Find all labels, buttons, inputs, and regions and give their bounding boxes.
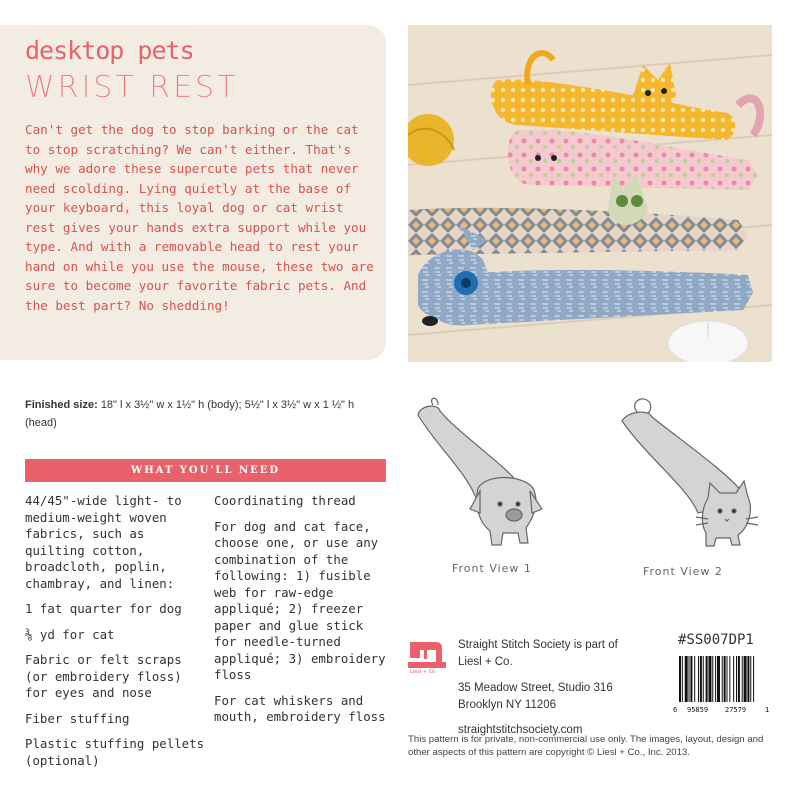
- barcode-bar: [700, 656, 702, 702]
- brand-logo-text: Liesl + Co: [410, 669, 436, 674]
- barcode-bar: [690, 656, 692, 702]
- cat-drawing: [622, 399, 758, 546]
- what-you-need-heading: WHAT YOU'LL NEED: [25, 459, 386, 482]
- barcode-bar: [742, 656, 743, 702]
- front-view-1-label: Front View 1: [452, 562, 532, 575]
- barcode-digits: 6: [673, 706, 678, 714]
- barcode-bar: [689, 656, 690, 702]
- barcode-digits: 1: [765, 706, 770, 714]
- barcode-bar: [682, 656, 683, 702]
- barcode-bar: [738, 656, 740, 702]
- barcode-bar: [733, 656, 734, 702]
- title-wrist-rest: WRIST REST: [25, 70, 239, 105]
- barcode-bar: [744, 656, 747, 702]
- barcode-bar: [724, 656, 726, 702]
- brand-address-1: 35 Meadow Street, Studio 316: [458, 682, 613, 694]
- barcode: [673, 656, 773, 714]
- brand-url[interactable]: straightstitchsociety.com: [458, 724, 583, 736]
- barcode-bar: [753, 656, 754, 702]
- brand-line-1: Straight Stitch Society is part of: [458, 639, 618, 651]
- barcode-bar: [706, 656, 708, 702]
- barcode-bar: [750, 656, 751, 702]
- brand-address-2: Brooklyn NY 11206: [458, 699, 557, 711]
- finished-size: [25, 396, 365, 432]
- product-photo: [408, 25, 772, 362]
- material-item: Coordinating thread: [214, 493, 356, 508]
- barcode-bar: [747, 656, 749, 702]
- brand-info: [458, 637, 618, 739]
- barcode-bar: [715, 656, 716, 702]
- material-item: 44/45"-wide light- to medium-weight woven fabrics, such as quilting cotton, broadcloth, poplin, chambray, and linen:: [25, 493, 182, 591]
- barcode-bar: [703, 656, 704, 702]
- material-item: For dog and cat face, choose one, or use any combination of the following: 1) fusible web for raw-edge appliqué; 2) freezer paper and glue stick for needle-turned appliqué; 3) embroidery floss: [214, 518, 386, 682]
- front-view-2-label: Front View 2: [643, 565, 723, 578]
- front-view-diagram: [408, 393, 778, 583]
- barcode-digits: 95859: [687, 706, 709, 714]
- barcode-bar: [698, 656, 699, 702]
- title-desktop-pets: desktop pets: [25, 36, 194, 65]
- material-item: Fabric or felt scraps (or embroidery floss) for eyes and nose: [25, 652, 182, 700]
- dog-drawing: [418, 398, 542, 545]
- finished-size-label: Finished size:: [25, 399, 98, 411]
- barcode-bar: [685, 656, 688, 702]
- front-view-drawings: [408, 393, 778, 583]
- barcode-bar: [717, 656, 720, 702]
- material-item: ⅜ yd for cat: [25, 626, 115, 642]
- sku-code: #SS007DP1: [678, 632, 754, 648]
- barcode-bar: [679, 656, 681, 702]
- barcode-bar: [694, 656, 695, 702]
- brand-line-2: Liesl + Co.: [458, 656, 513, 668]
- copyright-notice: This pattern is for private, non-commercial use only. The images, layout, design and other aspects of this pattern are copyright © Liesl + Co., Inc. 2013.: [408, 734, 764, 758]
- product-photo-illustration: [408, 25, 772, 362]
- material-item: Fiber stuffing: [25, 710, 130, 726]
- barcode-digits: 27579: [725, 706, 747, 714]
- material-item: Plastic stuffing pellets (optional): [25, 736, 205, 768]
- material-item: 1 fat quarter for dog: [25, 601, 182, 616]
- sewing-machine-icon: [406, 636, 450, 674]
- materials-column-1: [25, 493, 205, 778]
- barcode-bar: [727, 656, 728, 702]
- finished-size-value: 18" l x 3½" w x 1½" h (body); 5½" l x 3½" w x 1 ½" h (head): [25, 399, 355, 429]
- barcode-bar: [729, 656, 730, 702]
- barcode-bar: [736, 656, 737, 702]
- barcode-bar: [708, 656, 711, 702]
- material-item: For cat whiskers and mouth, embroidery floss: [214, 692, 386, 724]
- barcode-bar: [712, 656, 713, 702]
- barcode-bar: [722, 656, 723, 702]
- materials-column-2: [214, 493, 389, 735]
- intro-paragraph: Can't get the dog to stop barking or the cat to stop scratching? We can't either. That's why we adore these supercute pets that never need scolding. Lying quietly at the base of your keyboard, this loyal dog or cat wrist rest gives your hands extra support while you type. And with a removable head to rest your hand on while you use the mouse, these two are sure to become your favorite fabric pets. And the best part? No shedding!: [25, 122, 374, 313]
